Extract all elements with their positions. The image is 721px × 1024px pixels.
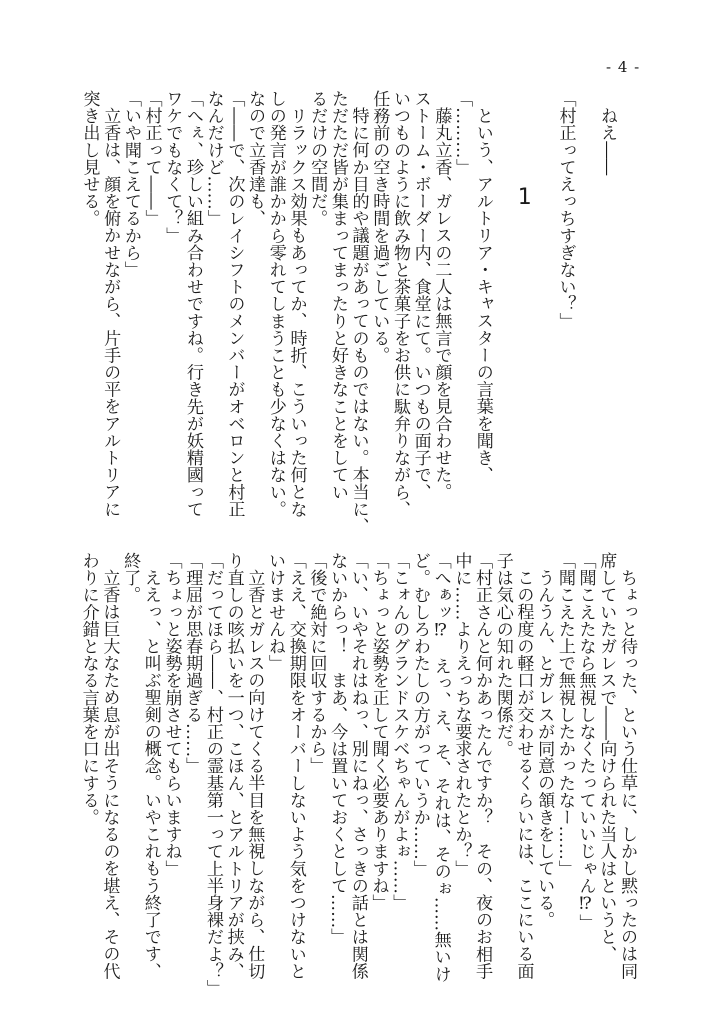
text-line: 「へぁッ⁉ えっ、え、そ、それは、そのぉ……無いけ xyxy=(430,552,451,983)
text-line: 立香は、顔を俯かせながら、片手の平をアルトリアに xyxy=(100,107,121,518)
text-line: なので立香達も、 xyxy=(245,90,266,227)
text-line: り直しの咳払いを一つ、こほん、とアルトリアが挟み、 xyxy=(223,552,244,980)
blank-line xyxy=(576,90,597,510)
text-line: 「聞こえた上で無視したかったなー……」 xyxy=(554,552,575,877)
text-line: という、アルトリア・キャスターの言葉を聞き、 xyxy=(472,107,493,484)
lower-text-tier xyxy=(78,552,637,997)
text-line: 「ちょっと姿勢を崩させてもらいますね」 xyxy=(161,552,182,877)
text-line: 「聞こえたなら無視しなくたっていいじゃん⁉」 xyxy=(575,552,596,932)
text-line: ないからっ！ まあ、今は置いておくとして……」 xyxy=(327,552,348,946)
text-line: ちょっと待った、という仕草に、しかし黙ったのは同 xyxy=(617,569,637,980)
text-line: 藤丸立香、ガレスの二人は無言で顔を見合わせた。 xyxy=(431,107,452,501)
text-line: うんうん、とガレスが同意の頷きをしている。 xyxy=(534,569,555,929)
blank-line xyxy=(534,90,555,510)
text-line: リラックス効果もあってか、時折、こういった何とな xyxy=(286,107,307,518)
text-line: 立香とガレスの向けてくる半目を無視しながら、仕切 xyxy=(244,569,265,980)
text-line: 「村正って――」 xyxy=(141,90,162,227)
text-line: いつものように飲み物と茶菓子をお供に駄弁りながら、 xyxy=(390,90,411,518)
text-line: 「理屈が思春期過ぎる……」 xyxy=(182,552,203,775)
text-line: しの発言が誰かから零れてしまうことも少なくはない。 xyxy=(265,90,286,518)
text-line: 「こォんのグランドスケベちゃんがよぉ……」 xyxy=(389,552,410,912)
text-line: いけませんね」 xyxy=(265,552,286,672)
blank-line xyxy=(493,90,514,510)
text-line: 突き出し見せる。 xyxy=(79,90,100,227)
text-line: ねえ―― xyxy=(597,107,617,176)
text-line: ワケでもなくて？」 xyxy=(162,90,183,244)
text-line: 終了。 xyxy=(120,552,141,604)
text-line: 「――で、次のレイシフトのメンバーがオベロンと村正 xyxy=(224,90,245,518)
text-line: 子は気心の知れた関係だ。 xyxy=(492,552,513,758)
text-line: ど。むしろわたしの方がっていうか……」 xyxy=(409,552,430,877)
text-line: 「い、いやそれはねっ、別にねっ、さっきの話とは関係 xyxy=(347,552,368,980)
text-line: 「ええ、交換期限をオーバーしないよう気をつけないと xyxy=(285,552,306,980)
text-line: 「ちょっと姿勢を正して聞く必要ありますね」 xyxy=(368,552,389,912)
text-line: 席していたガレスで――向けられた当人はというと、 xyxy=(596,552,617,963)
text-line: 任務前の空き時間を過ごしている。 xyxy=(369,90,390,364)
text-line: 「へぇ、珍しい組み合わせですね。行き先が妖精國って xyxy=(182,90,203,518)
page-number: - 4 - xyxy=(606,58,641,76)
text-line: 「村正さんと何かあったんですか？ その、夜のお相手 xyxy=(472,552,493,980)
text-line: 特に何か目的や議題があってのものではない。本当に、 xyxy=(348,107,369,535)
upper-text-tier xyxy=(79,90,617,535)
text-line: なんだけど……」 xyxy=(203,90,224,227)
text-line: わりに介錯となる言葉を口にする。 xyxy=(78,552,99,826)
text-line: 「だってほら――、村正の霊基第一って上半身裸だよ？」 xyxy=(202,552,223,997)
text-line: 中に……よりえっちな要求されたとか？」 xyxy=(451,552,472,877)
text-line: ストーム・ボーダー内、食堂にて。いつもの面子で、 xyxy=(410,90,431,501)
text-line: 「村正ってえっちすぎない？」 xyxy=(555,90,576,330)
chapter-heading: 1 xyxy=(512,184,538,210)
text-line: 「後で絶対に回収するから」 xyxy=(306,552,327,775)
text-line: 「………」 xyxy=(452,90,473,176)
text-line: るだけの空間だ。 xyxy=(307,90,328,227)
text-line: 「いや聞こえてるから」 xyxy=(120,90,141,279)
text-line: この程度の軽口が交わせるくらいには、ここにいる面 xyxy=(513,569,534,980)
text-line: ええっ、と叫ぶ聖剣の概念。いやこれもう終了です、 xyxy=(140,569,161,980)
text-line: ただただ皆が集まってまったりと好きなことをしてい xyxy=(327,90,348,501)
text-line: 立香は巨大なため息が出そうになるのを堪え、その代 xyxy=(99,569,120,980)
